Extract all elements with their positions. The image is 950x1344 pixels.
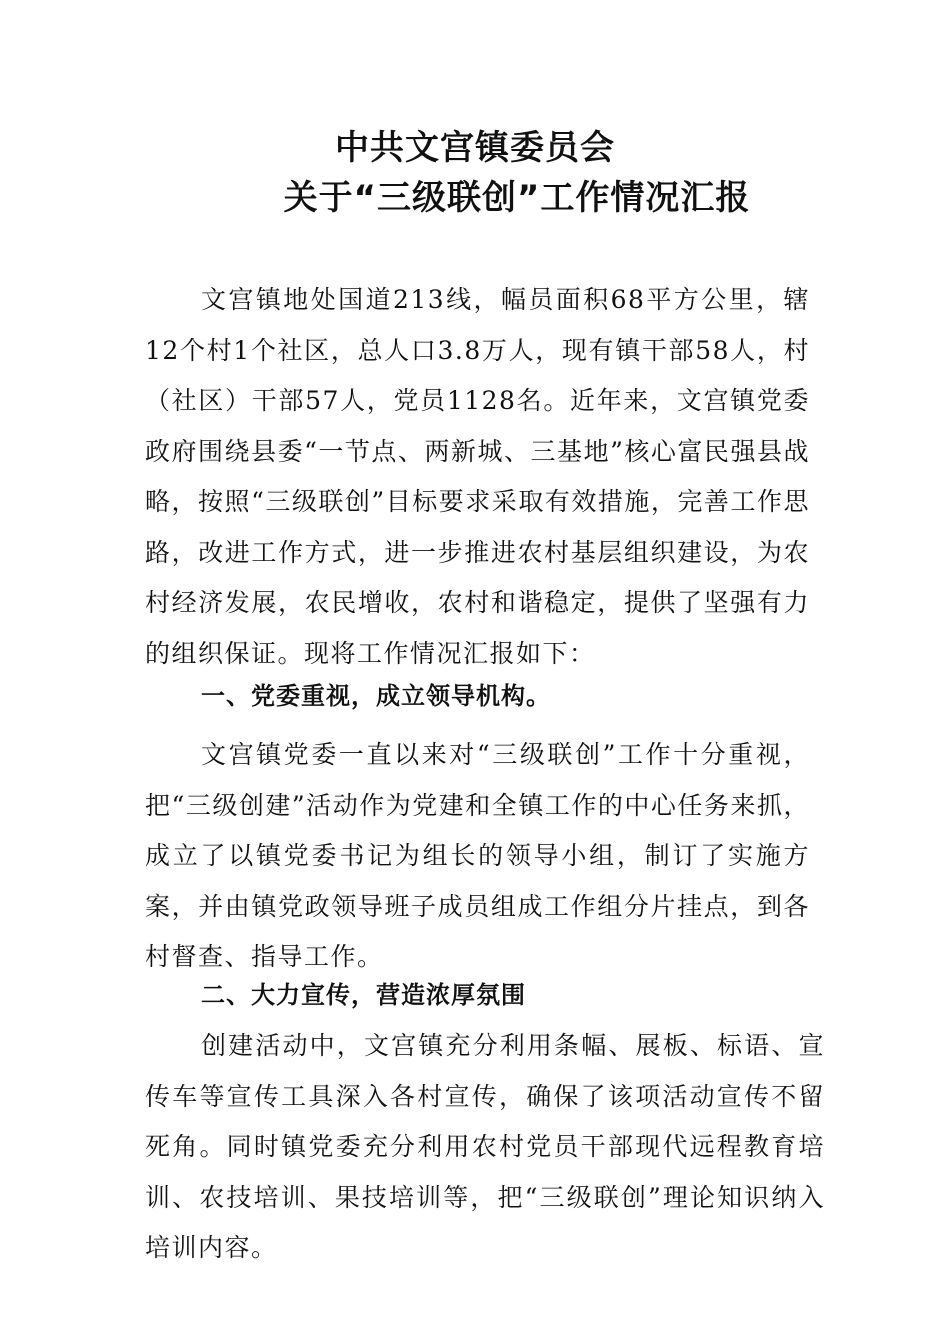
section-body-1: 文宫镇党委一直以来对“三级联创”工作十分重视，把“三级创建”活动作为党建和全镇工作的中心任务来抓，成立了以镇党委书记为组长的领导小组，制订了实施方案，并由镇党政领导班子成员组成工作组分片挂点，到各村督查、指导工作。 bbox=[145, 740, 810, 971]
section-heading-1: 一、党委重视，成立领导机构。 bbox=[201, 682, 551, 710]
section-heading-2: 二、大力宣传，营造浓厚氛围 bbox=[201, 981, 526, 1009]
section-body-2: 创建活动中，文宫镇充分利用条幅、展板、标语、宣传车等宣传工具深入各村宣传，确保了该项活动宣传不留死角。同时镇党委充分利用农村党员干部现代远程教育培训、农技培训、果技培训等，把“三级联创”理论知识纳入培训内容。 bbox=[145, 1031, 825, 1262]
intro-paragraph: 文宫镇地处国道213线，幅员面积68平方公里，辖12个村1个社区，总人口3.8万人，现有镇干部58人，村（社区）干部57人，党员1128名。近年来，文宫镇党委政府围绕县委“一节点、两新城、三基地”核心富民强县战略，按照“三级联创”目标要求采取有效措施，完善工作思路，改进工作方式，进一步推进农村基层组织建设，为农村经济发展，农民增收，农村和谐稳定，提供了坚强有力的组织保证。现将工作情况汇报如下： bbox=[145, 285, 810, 668]
document-title-line-1: 中共文宫镇委员会 bbox=[335, 128, 615, 168]
document-title-line-2: 关于“三级联创”工作情况汇报 bbox=[283, 178, 751, 218]
